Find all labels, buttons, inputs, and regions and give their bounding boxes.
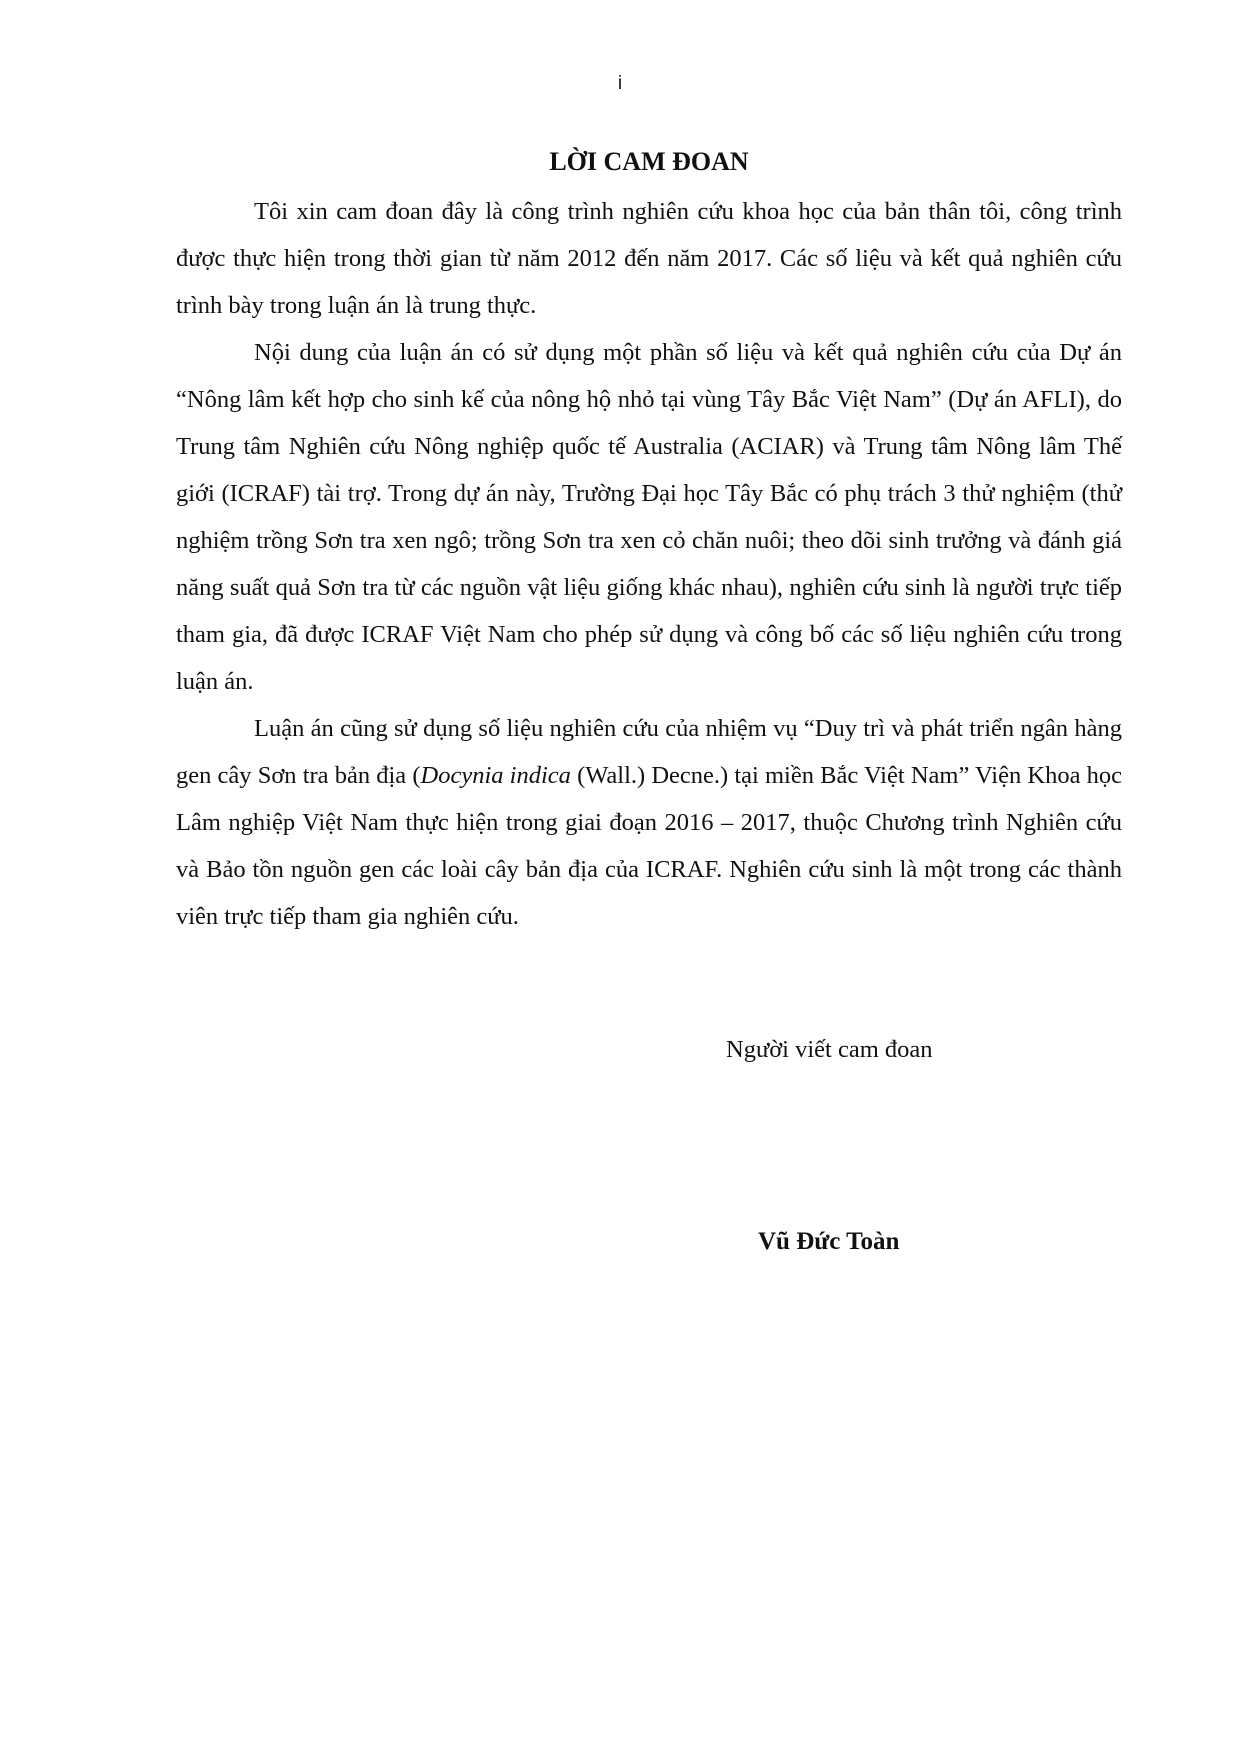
page-title: LỜI CAM ĐOAN [549,147,749,176]
signature-label: Người viết cam đoan [726,1036,933,1063]
species-name: Docynia indica [420,762,571,789]
document-body [176,142,1122,940]
paragraph-text-end: (Wall.) Decne.) tại miền Bắc Việt Nam” Viện Khoa học Lâm nghiệp Việt Nam thực hiện trong giai đoạn 2016 – 2017, thuộc Chương trình Nghiên cứu và Bảo tồn nguồn gen các loài cây bản địa của ICRAF. Nghiên cứu sinh là một trong các thành viên trực tiếp tham gia nghiên cứu. [176,762,1122,930]
page-number: i [617,73,623,94]
paragraph-gene-bank-task [176,705,1122,940]
paragraph-afli-project: Nội dung của luận án có sử dụng một phần số liệu và kết quả nghiên cứu của Dự án “Nông lâm kết hợp cho sinh kế của nông hộ nhỏ tại vùng Tây Bắc Việt Nam” (Dự án AFLI), do Trung tâm Nghiên cứu Nông nghiệp quốc tế Australia (ACIAR) và Trung tâm Nông lâm Thế giới (ICRAF) tài trợ. Trong dự án này, Trường Đại học Tây Bắc có phụ trách 3 thử nghiệm (thử nghiệm trồng Sơn tra xen ngô; trồng Sơn tra xen cỏ chăn nuôi; theo dõi sinh trưởng và đánh giá năng suất quả Sơn tra từ các nguồn vật liệu giống khác nhau), nghiên cứu sinh là người trực tiếp tham gia, đã được ICRAF Việt Nam cho phép sử dụng và công bố các số liệu nghiên cứu trong luận án. [176,339,1122,695]
signature-name: Vũ Đức Toàn [758,1228,900,1255]
paragraph-declaration: Tôi xin cam đoan đây là công trình nghiên cứu khoa học của bản thân tôi, công trình được thực hiện trong thời gian từ năm 2012 đến năm 2017. Các số liệu và kết quả nghiên cứu trình bày trong luận án là trung thực. [176,198,1122,319]
paragraph-text-start: Luận án cũng sử dụng số liệu nghiên cứu của nhiệm vụ “Duy trì và phát triển ngân hàng gen cây Sơn tra bản địa ( [176,715,1122,789]
